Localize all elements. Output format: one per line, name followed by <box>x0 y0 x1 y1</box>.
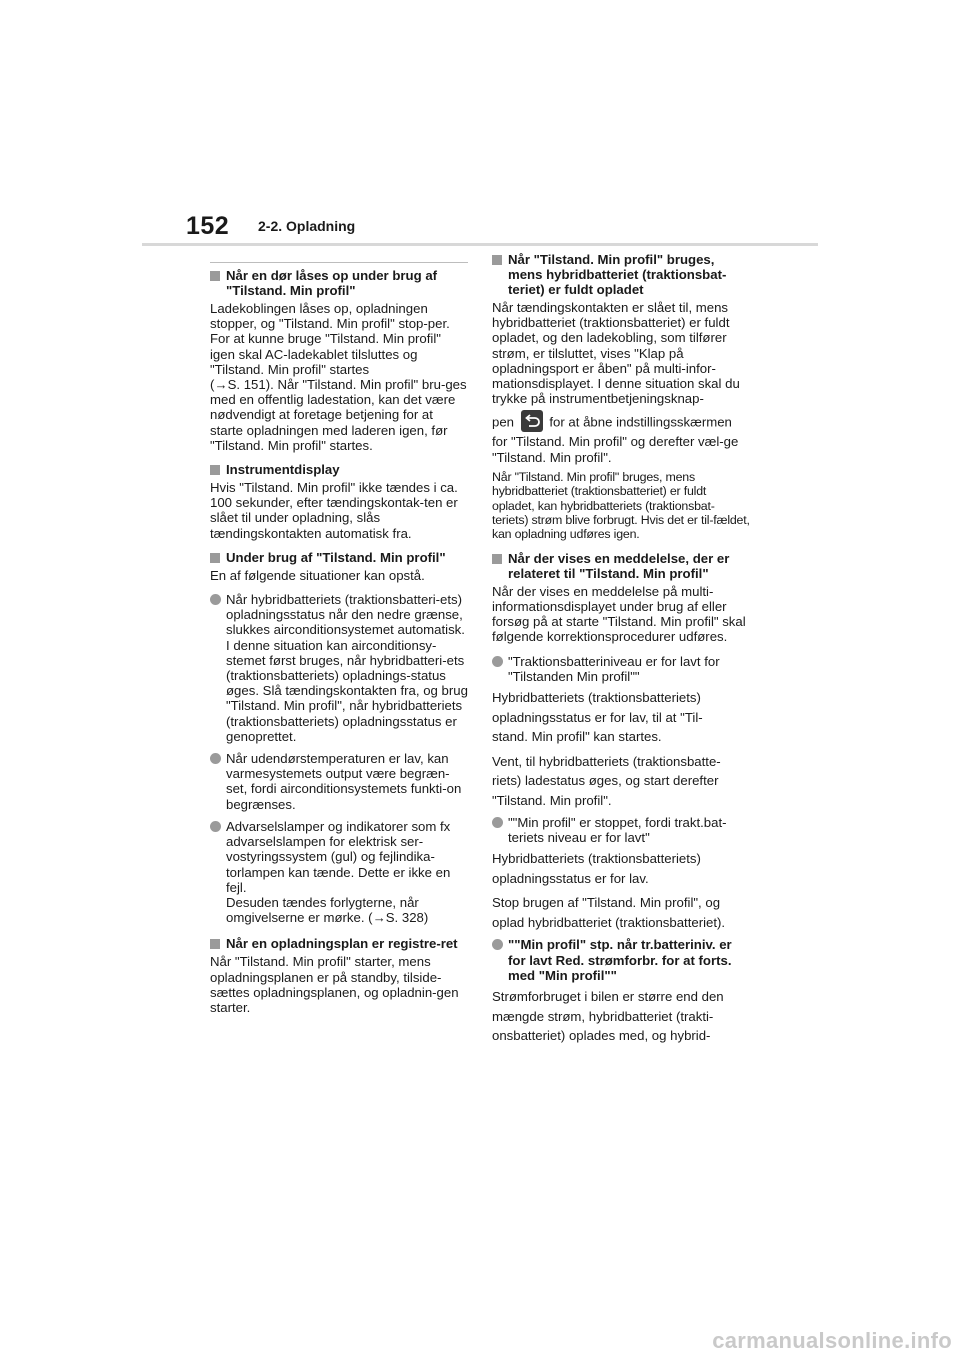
paragraph: Strømforbruget i bilen er større end den mængde strøm, hybridbatteriet (trakti- onsbatteriet) oplades med, og hybrid- <box>492 989 724 1044</box>
paragraph: Når tændingskontakten er slået til, mens hybridbatteriet (traktionsbatteriet) er fuldt opladet, og den ladekobling, som tilfører strøm, er tilsluttet, vises "Klap på opladningsport er åben" på multi-infor-mationsdisplayet. I denne situation skal du trykke på instrumentbetjeningsknap- <box>492 300 740 407</box>
paragraph: pen for at åbne indstillingsskærmen for "Tilstand. Min profil" og derefter væl-ge "Tilstand. Min profil". <box>492 412 750 464</box>
heading-under-use: Under brug af "Tilstand. Min profil" <box>210 550 468 565</box>
round-bullet-icon <box>210 821 221 832</box>
list-item: "Traktionsbatteriniveau er for lavt for "Tilstanden Min profil"" <box>492 654 750 684</box>
header-rule <box>142 243 818 246</box>
paragraph: Når der vises en meddelelse på multi-informationsdisplayet under brug af eller forsøg på at starte "Tilstand. Min profil" skal følgende korrektionsprocedurer udføres. <box>492 583 746 645</box>
watermark: carmanualsonline.info <box>712 1328 952 1353</box>
section-title: 2-2. Opladning <box>258 218 356 234</box>
list-item: Når udendørstemperaturen er lav, kan varmesystemets output være begræn-set, fordi airconditionsystemets funkti-on begrænses. <box>210 751 468 812</box>
paragraph: Hvis "Tilstand. Min profil" ikke tændes i ca. 100 sekunder, efter tændingskontak-ten er slået til under opladning, slås tændingskontakten automatisk fra. <box>210 480 458 541</box>
paragraph: Vent, til hybridbatteriets (traktionsbatte- riets) ladestatus øges, og start derefter "Tilstand. Min profil". <box>492 753 721 808</box>
heading-fully-charged: Når "Tilstand. Min profil" bruges, mens hybridbatteriet (traktionsbat-teriet) er fuldt opladet <box>492 252 750 297</box>
list-item: ""Min profil" stp. når tr.batteriniv. er for lavt Red. strømforbr. for at forts. med "Min profil"" <box>492 937 750 983</box>
square-bullet-icon <box>210 553 220 563</box>
heading-instrument-display: Instrumentdisplay <box>210 462 468 477</box>
paragraph: Når "Tilstand. Min profil" bruges, mens hybridbatteriet (traktionsbatteriet) er fuldt opladet, kan hybridbatteriets (traktionsbat-teriets) strøm blive forbrugt. Hvis det er til-fældet, kan opladning udføres igen. <box>492 469 750 542</box>
left-column <box>210 262 468 1020</box>
paragraph: Hybridbatteriets (traktionsbatteriets) opladningsstatus er for lav, til at "Til- stand. Min profil" kan startes. <box>492 690 703 745</box>
round-bullet-icon <box>492 939 503 950</box>
page-number: 152 <box>186 212 230 240</box>
arrow-right-icon: → <box>214 377 228 393</box>
square-bullet-icon <box>210 271 220 281</box>
paragraph: Når "Tilstand. Min profil" starter, mens opladningsplanen er på standby, tilside-sættes opladningsplanen, og opladnin-gen starter. <box>210 954 459 1015</box>
return-arrow-icon <box>521 410 543 432</box>
heading-message: Når der vises en meddelelse, der er relateret til "Tilstand. Min profil" <box>492 551 750 581</box>
list-item: Advarselslamper og indikatorer som fx advarselslampen for elektrisk ser-vostyringssystem (gul) og fejlindika-torlampen kan tænde. Dette er ikke en fejl. Desuden tændes forlygterne, når omgivelserne er mørke. (→S. 328) <box>210 819 468 925</box>
round-bullet-icon <box>492 656 503 667</box>
list-item: Når hybridbatteriets (traktionsbatteri-ets) opladningsstatus når den nedre grænse, slukkes airconditionsystemet automatisk. I denne situation kan airconditionsy-stemet først bruges, når hybridbatteri-ets (traktionsbatteriets) opladnings-status øges. Slå tændingskontakten fra, og brug "Tilstand. Min profil", når hybridbatteriets (traktionsbatteriets) opladningsstatus er genoprettet. <box>210 592 468 744</box>
square-bullet-icon <box>492 554 502 564</box>
square-bullet-icon <box>210 465 220 475</box>
round-bullet-icon <box>210 594 221 605</box>
paragraph: Ladekoblingen låses op, opladningen stopper, og "Tilstand. Min profil" stop-per. For at kunne bruge "Tilstand. Min profil" igen skal AC-ladekablet tilsluttes og "Tilstand. Min profil" startes (→S. 151). Når "Tilstand. Min profil" bru-ges med en offentlig ladestation, kan det være nødvendigt at foretage betjening for at starte opladningen med laderen igen, før "Tilstand. Min profil" startes. <box>210 301 467 453</box>
round-bullet-icon <box>210 753 221 764</box>
paragraph: Hybridbatteriets (traktionsbatteriets) opladningsstatus er for lav. <box>492 851 701 886</box>
column-rule <box>210 262 468 263</box>
list-item: ""Min profil" er stoppet, fordi trakt.bat-teriets niveau er for lavt" <box>492 815 750 845</box>
heading-charging-plan: Når en opladningsplan er registre-ret <box>210 936 468 951</box>
page-reference: →S. 328) <box>372 910 429 926</box>
paragraph: Stop brugen af "Tilstand. Min profil", og oplad hybridbatteriet (traktionsbatteriet). <box>492 895 726 930</box>
square-bullet-icon <box>492 255 502 265</box>
paragraph: En af følgende situationer kan opstå. <box>210 567 425 583</box>
square-bullet-icon <box>210 939 220 949</box>
round-bullet-icon <box>492 817 503 828</box>
heading-door-unlock: Når en dør låses op under brug af "Tilstand. Min profil" <box>210 268 468 298</box>
right-column <box>492 252 750 1051</box>
